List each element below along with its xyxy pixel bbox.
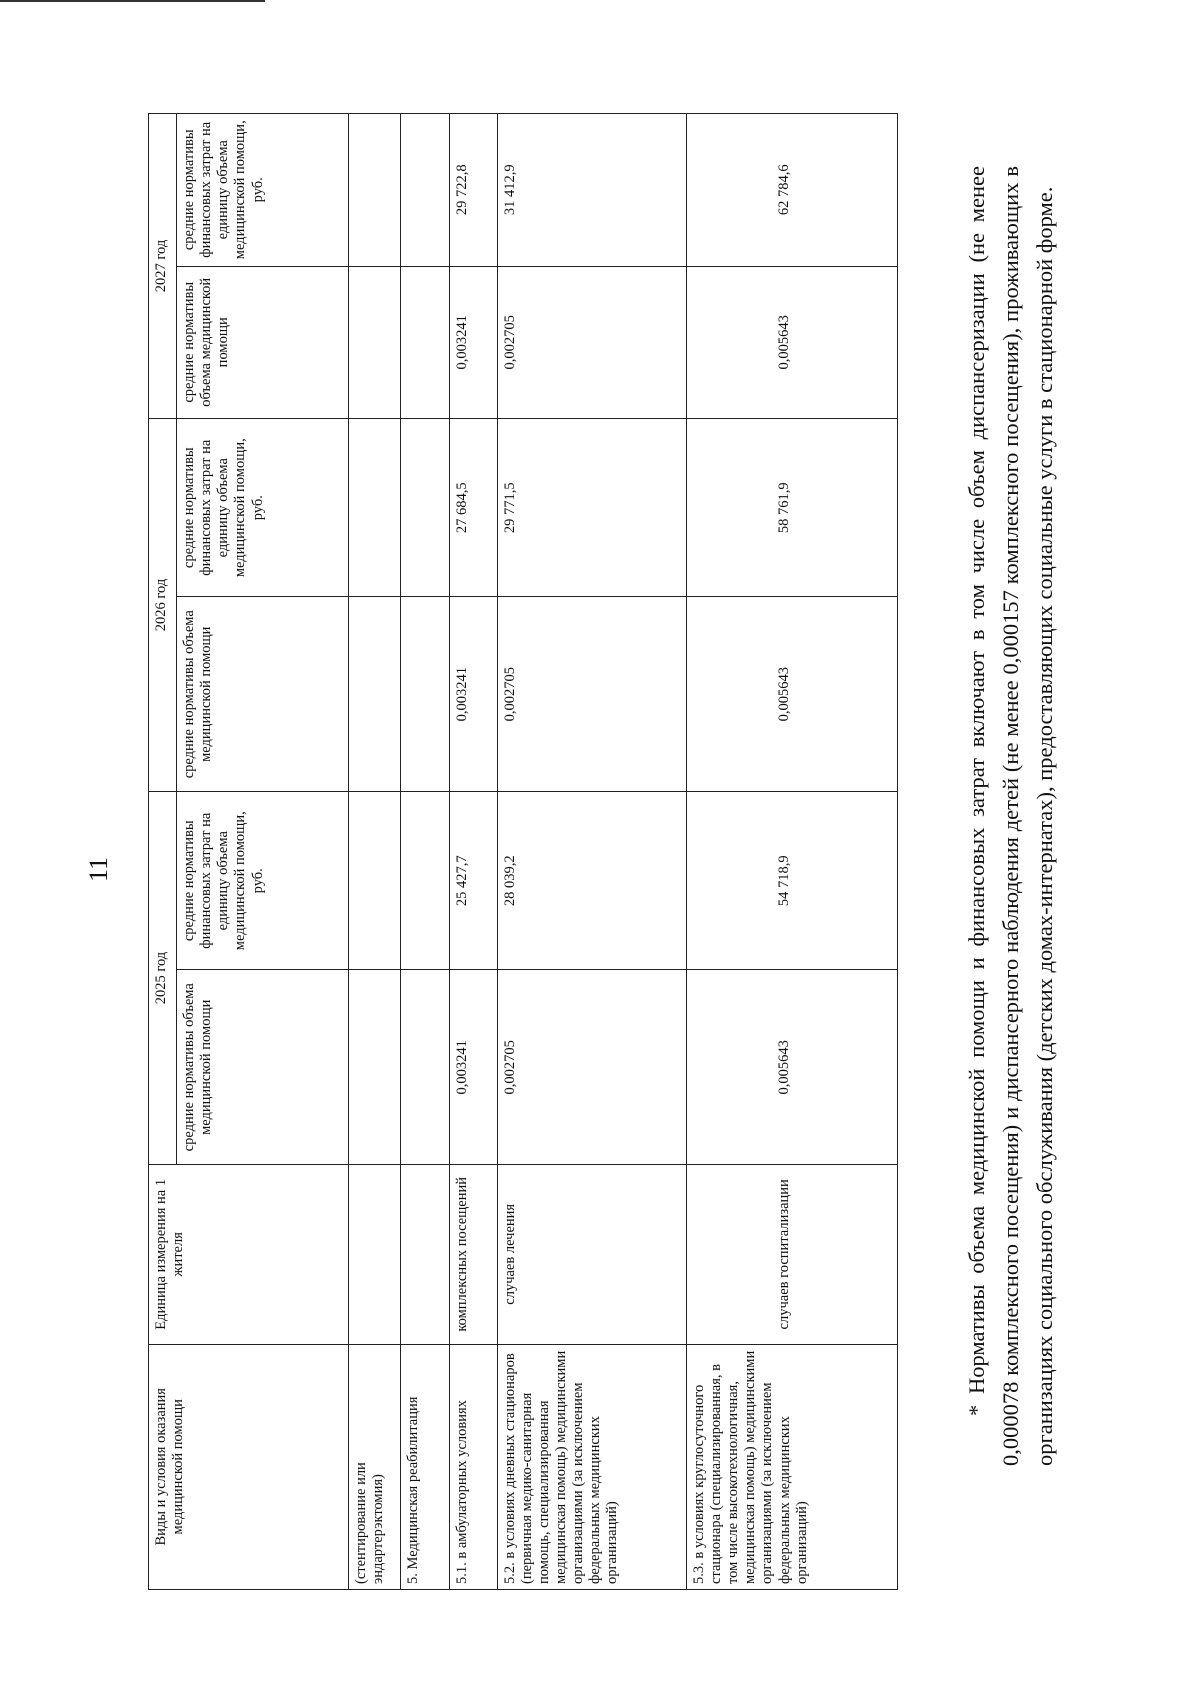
row-cost-2027 (400, 114, 449, 267)
row-unit (400, 1165, 449, 1344)
table-row (497, 114, 686, 1590)
header-year-2027: 2027 год (149, 114, 177, 419)
row-volume-2027 (349, 266, 401, 418)
row-kind: 5.3. в условиях круглосуточного стационара (специализированная, в том числе высокотехнологичная, медицинская помощь) медицинскими организациями (за исключением федеральных медицинских организаций) (687, 1344, 898, 1589)
footnote (960, 166, 1061, 1466)
row-cost-2025: 28 039,2 (497, 792, 686, 970)
header-row-years (149, 114, 177, 1590)
table-row (687, 114, 898, 1590)
row-volume-2025 (349, 970, 401, 1165)
header-volume-2027: средние нормативы объема медицинской помощи (177, 266, 349, 418)
row-kind: 5.2. в условиях дневных стационаров (первичная медико-санитарная помощь, специализированная медицинская помощь) медицинскими организациями (за исключением федеральных медицинских организаций) (497, 1344, 686, 1589)
row-volume-2025: 0,005643 (687, 970, 898, 1165)
row-kind: 5.1. в амбулаторных условиях (450, 1344, 497, 1589)
table-row (349, 114, 401, 1590)
header-year-2026: 2026 год (149, 418, 177, 791)
row-volume-2027: 0,003241 (450, 266, 497, 418)
row-cost-2025 (349, 792, 401, 970)
header-year-2025: 2025 год (149, 792, 177, 1165)
row-kind: (стентирование или эндартерэктомия) (349, 1344, 401, 1589)
row-volume-2025: 0,003241 (450, 970, 497, 1165)
row-kind: 5. Медицинская реабилитация (400, 1344, 449, 1589)
row-cost-2025 (400, 792, 449, 970)
row-cost-2027: 31 412,9 (497, 114, 686, 267)
table-row (450, 114, 497, 1590)
row-unit (349, 1165, 401, 1344)
table-row (400, 114, 449, 1590)
row-unit: случаев лечения (497, 1165, 686, 1344)
row-volume-2027: 0,005643 (687, 266, 898, 418)
row-cost-2025: 54 718,9 (687, 792, 898, 970)
row-cost-2026 (400, 418, 449, 596)
row-cost-2027 (349, 114, 401, 267)
row-volume-2026: 0,005643 (687, 597, 898, 792)
row-cost-2026: 29 771,5 (497, 418, 686, 596)
row-volume-2026: 0,002705 (497, 597, 686, 792)
header-cost-2026: средние нормативы финансовых затрат на единицу объема медицинской помощи, руб. (177, 418, 349, 596)
header-volume-2025: средние нормативы объема медицинской помощи (177, 970, 349, 1165)
row-volume-2027: 0,002705 (497, 266, 686, 418)
row-cost-2026: 27 684,5 (450, 418, 497, 596)
row-unit: случаев госпитализации (687, 1165, 898, 1344)
row-volume-2026 (400, 597, 449, 792)
header-cost-2027: средние нормативы финансовых затрат на единицу объема медицинской помощи, руб. (177, 114, 349, 267)
header-unit: Единица измерения на 1 жителя (149, 1165, 349, 1344)
row-volume-2025 (400, 970, 449, 1165)
header-kind: Виды и условия оказания медицинской помощи (149, 1344, 349, 1589)
row-cost-2025: 25 427,7 (450, 792, 497, 970)
header-cost-2025: средние нормативы финансовых затрат на единицу объема медицинской помощи, руб. (177, 792, 349, 970)
norms-table (148, 113, 898, 1590)
row-volume-2026 (349, 597, 401, 792)
row-unit: комплексных посещений (450, 1165, 497, 1344)
row-cost-2026 (349, 418, 401, 596)
row-volume-2027 (400, 266, 449, 418)
page-number: 11 (84, 856, 113, 882)
row-volume-2026: 0,003241 (450, 597, 497, 792)
header-volume-2026: средние нормативы объема медицинской помощи (177, 597, 349, 792)
row-cost-2027: 62 784,6 (687, 114, 898, 267)
row-cost-2027: 29 722,8 (450, 114, 497, 267)
row-volume-2025: 0,002705 (497, 970, 686, 1165)
footnote-text: * Нормативы объема медицинской помощи и финансовых затрат включают в том числе объем диспансеризации (не менее 0,000078 комплексного посещения) и диспансерного наблюдения детей (не менее 0,000157 комплексного посещения), проживающих в организациях социального обслуживания (детских домах-интернатах), предоставляющих социальные услуги в стационарной форме. (964, 166, 1057, 1466)
row-cost-2026: 58 761,9 (687, 418, 898, 596)
